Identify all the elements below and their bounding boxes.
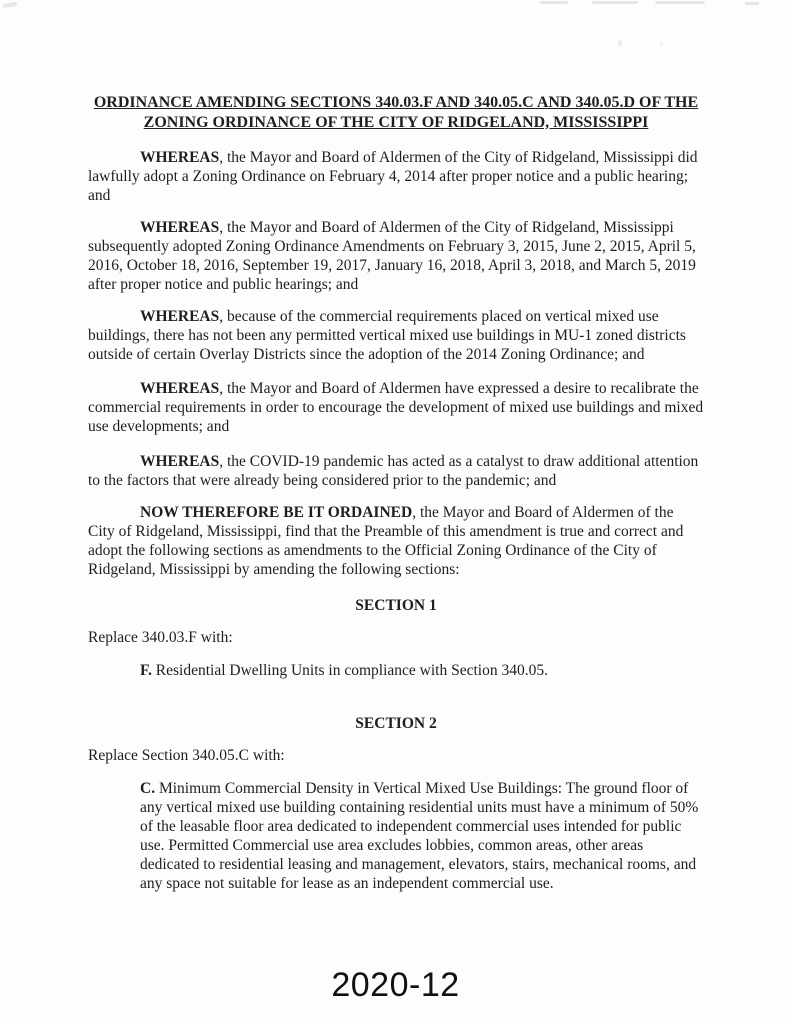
item-f-text: Residential Dwelling Units in compliance with Section 340.05. xyxy=(151,662,548,679)
whereas-paragraph-5 xyxy=(88,452,704,490)
scan-artifact xyxy=(592,1,638,4)
paragraph-text: , the Mayor and Board of Aldermen of the City of Ridgeland, Mississippi did lawfully adopt a Zoning Ordinance on February 4, 2014 after proper notice and a public hearing; and xyxy=(88,149,698,204)
whereas-lead: WHEREAS xyxy=(140,219,220,236)
whereas-lead: WHEREAS xyxy=(140,380,220,397)
scan-artifact xyxy=(655,1,705,4)
paragraph-text: , the Mayor and Board of Aldermen of the City of Ridgeland, Mississippi, find that the Preamble of this amendment is true and correct and adopt the following sections as amendments to the Official Zoning Ordinance of the City of Ridgeland, Mississippi by amending the following sections: xyxy=(88,504,684,578)
document-title xyxy=(88,93,704,132)
paragraph-text: , because of the commercial requirements placed on vertical mixed use buildings, there has not been any permitted vertical mixed use buildings in MU-1 zoned districts outside of certain Overlay Districts since the adoption of the 2014 Zoning Ordinance; and xyxy=(88,308,686,363)
item-c-lead: C. xyxy=(140,780,156,797)
scan-artifact xyxy=(618,40,622,47)
document-title-line-1: ORDINANCE AMENDING SECTIONS 340.03.F AND 340.05.C AND 340.05.D OF THE xyxy=(93,94,699,111)
item-c-text: Minimum Commercial Density in Vertical Mixed Use Buildings: The ground floor of any vertical mixed use building containing residential units must have a minimum of 50% of the leasable floor area dedicated to independent commercial uses intended for public use. Permitted Commercial use area excludes lobbies, common areas, other areas dedicated to residential leasing and management, elevators, stairs, mechanical rooms, and any space not suitable for lease as an independent commercial use. xyxy=(140,780,699,892)
paragraph-text: , the Mayor and Board of Aldermen have expressed a desire to recalibrate the commercial requirements in order to encourage the development of mixed use buildings and mixed use developments; and xyxy=(88,380,704,435)
whereas-paragraph-3 xyxy=(88,307,704,364)
section-1-item-f xyxy=(140,661,704,680)
whereas-paragraph-2 xyxy=(88,218,704,294)
document-title-line-2: ZONING ORDINANCE OF THE CITY OF RIDGELAND, MISSISSIPPI xyxy=(143,113,649,131)
whereas-lead: WHEREAS xyxy=(140,308,220,325)
ordained-lead: NOW THEREFORE BE IT ORDAINED xyxy=(140,504,413,521)
paragraph-text: , the COVID-19 pandemic has acted as a catalyst to draw additional attention to the factors that were already being considered prior to the pandemic; and xyxy=(88,453,699,489)
section-2-heading: SECTION 2 xyxy=(355,715,437,732)
paragraph-text: , the Mayor and Board of Aldermen of the City of Ridgeland, Mississippi subsequently adopted Zoning Ordinance Amendments on February 3, 2015, June 2, 2015, April 5, 2016, October 18, 2016, September 19, 2017, January 16, 2018, April 3, 2018, and March 5, 2019 after proper notice and public hearings; and xyxy=(88,219,696,293)
whereas-lead: WHEREAS xyxy=(140,453,220,470)
scan-artifact xyxy=(660,42,663,45)
whereas-lead: WHEREAS xyxy=(140,149,220,166)
whereas-paragraph-4 xyxy=(88,379,704,436)
scan-artifact xyxy=(540,1,568,4)
scan-artifact xyxy=(3,2,17,8)
ordinance-number-stamp: 2020-12 xyxy=(331,966,460,1004)
item-f-lead: F. xyxy=(140,662,152,679)
scan-artifact xyxy=(745,2,759,5)
section-2-item-c xyxy=(140,779,704,893)
section-1-heading: SECTION 1 xyxy=(355,597,437,614)
whereas-paragraph-1 xyxy=(88,148,704,205)
document-body xyxy=(88,93,704,893)
section-1-intro: Replace 340.03.F with: xyxy=(88,629,233,646)
section-2-intro: Replace Section 340.05.C with: xyxy=(88,747,285,764)
ordained-paragraph xyxy=(88,503,704,579)
